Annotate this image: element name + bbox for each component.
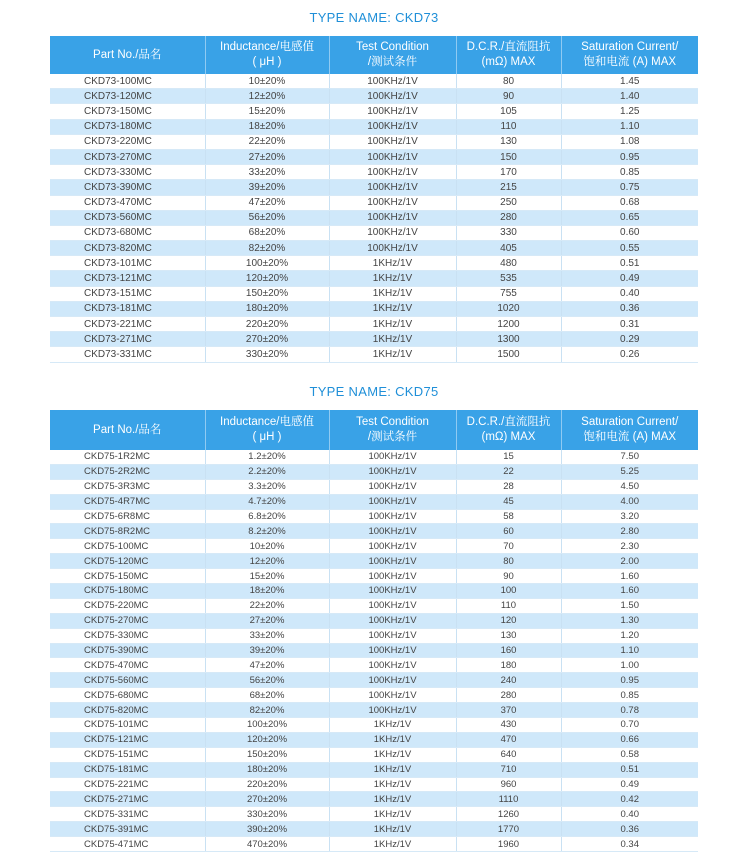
dcr-cell: 28	[456, 479, 561, 494]
saturation-current-cell: 0.51	[561, 762, 698, 777]
table-row	[50, 225, 698, 240]
inductance-cell: 10±20%	[205, 539, 329, 554]
saturation-current-cell: 0.70	[561, 718, 698, 733]
table-row	[50, 718, 698, 733]
part-no-cell: CKD75-560MC	[50, 673, 205, 688]
test-condition-cell: 100KHz/1V	[329, 628, 456, 643]
saturation-current-cell: 0.55	[561, 241, 698, 256]
saturation-current-cell: 1.08	[561, 134, 698, 149]
header-dcr: D.C.R./直流阻抗 (mΩ) MAX	[456, 410, 561, 450]
dcr-cell: 45	[456, 494, 561, 509]
inductance-cell: 120±20%	[205, 271, 329, 286]
saturation-current-cell: 0.26	[561, 347, 698, 362]
dcr-cell: 15	[456, 450, 561, 464]
test-condition-cell: 100KHz/1V	[329, 688, 456, 703]
saturation-current-cell: 0.60	[561, 225, 698, 240]
test-condition-cell: 100KHz/1V	[329, 673, 456, 688]
saturation-current-cell: 0.40	[561, 807, 698, 822]
inductance-cell: 330±20%	[205, 807, 329, 822]
part-no-cell: CKD73-331MC	[50, 347, 205, 362]
dcr-cell: 90	[456, 89, 561, 104]
ckd73-spec-table	[50, 36, 698, 363]
saturation-current-cell: 0.49	[561, 777, 698, 792]
table-row	[50, 180, 698, 195]
dcr-cell: 480	[456, 256, 561, 271]
table-row	[50, 450, 698, 464]
inductance-cell: 18±20%	[205, 584, 329, 599]
inductance-cell: 15±20%	[205, 104, 329, 119]
table-row	[50, 584, 698, 599]
part-no-cell: CKD73-121MC	[50, 271, 205, 286]
inductance-cell: 39±20%	[205, 643, 329, 658]
saturation-current-cell: 0.65	[561, 210, 698, 225]
saturation-current-cell: 0.34	[561, 837, 698, 852]
part-no-cell: CKD75-121MC	[50, 732, 205, 747]
test-condition-cell: 1KHz/1V	[329, 317, 456, 332]
table-row	[50, 104, 698, 119]
saturation-current-cell: 0.95	[561, 149, 698, 164]
table-header-row	[50, 410, 698, 450]
inductance-cell: 100±20%	[205, 256, 329, 271]
saturation-current-cell: 4.00	[561, 494, 698, 509]
table-row	[50, 598, 698, 613]
saturation-current-cell: 1.40	[561, 89, 698, 104]
dcr-cell: 1770	[456, 822, 561, 837]
saturation-current-cell: 1.60	[561, 584, 698, 599]
test-condition-cell: 100KHz/1V	[329, 598, 456, 613]
test-condition-cell: 1KHz/1V	[329, 271, 456, 286]
test-condition-cell: 100KHz/1V	[329, 104, 456, 119]
test-condition-cell: 100KHz/1V	[329, 554, 456, 569]
test-condition-cell: 100KHz/1V	[329, 89, 456, 104]
part-no-cell: CKD75-151MC	[50, 747, 205, 762]
table-row	[50, 509, 698, 524]
saturation-current-cell: 0.51	[561, 256, 698, 271]
table-row	[50, 74, 698, 89]
header-dcr: D.C.R./直流阻抗 (mΩ) MAX	[456, 36, 561, 74]
table-row	[50, 822, 698, 837]
saturation-current-cell: 0.85	[561, 688, 698, 703]
part-no-cell: CKD75-271MC	[50, 792, 205, 807]
inductance-cell: 4.7±20%	[205, 494, 329, 509]
test-condition-cell: 1KHz/1V	[329, 301, 456, 316]
saturation-current-cell: 5.25	[561, 464, 698, 479]
table-row	[50, 149, 698, 164]
saturation-current-cell: 2.30	[561, 539, 698, 554]
part-no-cell: CKD73-330MC	[50, 165, 205, 180]
inductance-cell: 180±20%	[205, 762, 329, 777]
part-no-cell: CKD75-4R7MC	[50, 494, 205, 509]
header-saturation-current: Saturation Current/ 饱和电流 (A) MAX	[561, 410, 698, 450]
dcr-cell: 1500	[456, 347, 561, 362]
dcr-cell: 755	[456, 286, 561, 301]
header-inductance: Inductance/电感值 ( μH )	[205, 36, 329, 74]
dcr-cell: 120	[456, 613, 561, 628]
table-row	[50, 479, 698, 494]
test-condition-cell: 1KHz/1V	[329, 807, 456, 822]
test-condition-cell: 100KHz/1V	[329, 165, 456, 180]
inductance-cell: 39±20%	[205, 180, 329, 195]
test-condition-cell: 1KHz/1V	[329, 792, 456, 807]
part-no-cell: CKD75-100MC	[50, 539, 205, 554]
test-condition-cell: 1KHz/1V	[329, 822, 456, 837]
table-body	[50, 450, 698, 852]
test-condition-cell: 100KHz/1V	[329, 74, 456, 89]
part-no-cell: CKD75-150MC	[50, 569, 205, 584]
header-part-no: Part No./品名	[50, 410, 205, 450]
dcr-cell: 330	[456, 225, 561, 240]
header-test-condition: Test Condition /测试条件	[329, 410, 456, 450]
dcr-cell: 80	[456, 554, 561, 569]
inductance-cell: 270±20%	[205, 332, 329, 347]
saturation-current-cell: 0.95	[561, 673, 698, 688]
dcr-cell: 470	[456, 732, 561, 747]
test-condition-cell: 1KHz/1V	[329, 347, 456, 362]
inductance-cell: 10±20%	[205, 74, 329, 89]
test-condition-cell: 100KHz/1V	[329, 180, 456, 195]
inductance-cell: 8.2±20%	[205, 524, 329, 539]
table-row	[50, 286, 698, 301]
dcr-cell: 22	[456, 464, 561, 479]
test-condition-cell: 100KHz/1V	[329, 494, 456, 509]
part-no-cell: CKD73-820MC	[50, 241, 205, 256]
saturation-current-cell: 1.25	[561, 104, 698, 119]
table-title: TYPE NAME: CKD73	[309, 10, 439, 25]
inductance-cell: 390±20%	[205, 822, 329, 837]
test-condition-cell: 100KHz/1V	[329, 584, 456, 599]
test-condition-cell: 100KHz/1V	[329, 569, 456, 584]
part-no-cell: CKD73-120MC	[50, 89, 205, 104]
test-condition-cell: 100KHz/1V	[329, 524, 456, 539]
dcr-cell: 1260	[456, 807, 561, 822]
inductance-cell: 33±20%	[205, 628, 329, 643]
part-no-cell: CKD75-2R2MC	[50, 464, 205, 479]
test-condition-cell: 100KHz/1V	[329, 703, 456, 718]
inductance-cell: 33±20%	[205, 165, 329, 180]
header-saturation-current: Saturation Current/ 饱和电流 (A) MAX	[561, 36, 698, 74]
dcr-cell: 90	[456, 569, 561, 584]
dcr-cell: 280	[456, 688, 561, 703]
part-no-cell: CKD75-680MC	[50, 688, 205, 703]
table-row	[50, 494, 698, 509]
test-condition-cell: 100KHz/1V	[329, 241, 456, 256]
test-condition-cell: 100KHz/1V	[329, 539, 456, 554]
dcr-cell: 60	[456, 524, 561, 539]
inductance-cell: 82±20%	[205, 241, 329, 256]
table-body	[50, 74, 698, 362]
test-condition-cell: 100KHz/1V	[329, 195, 456, 210]
dcr-cell: 1020	[456, 301, 561, 316]
inductance-cell: 27±20%	[205, 149, 329, 164]
test-condition-cell: 1KHz/1V	[329, 718, 456, 733]
part-no-cell: CKD75-270MC	[50, 613, 205, 628]
inductance-cell: 150±20%	[205, 286, 329, 301]
dcr-cell: 370	[456, 703, 561, 718]
dcr-cell: 170	[456, 165, 561, 180]
inductance-cell: 12±20%	[205, 89, 329, 104]
saturation-current-cell: 0.58	[561, 747, 698, 762]
inductance-cell: 180±20%	[205, 301, 329, 316]
test-condition-cell: 100KHz/1V	[329, 450, 456, 464]
inductance-cell: 47±20%	[205, 658, 329, 673]
dcr-cell: 1960	[456, 837, 561, 852]
test-condition-cell: 1KHz/1V	[329, 286, 456, 301]
saturation-current-cell: 0.36	[561, 301, 698, 316]
saturation-current-cell: 0.40	[561, 286, 698, 301]
saturation-current-cell: 3.20	[561, 509, 698, 524]
part-no-cell: CKD73-390MC	[50, 180, 205, 195]
table-row	[50, 569, 698, 584]
part-no-cell: CKD73-220MC	[50, 134, 205, 149]
test-condition-cell: 100KHz/1V	[329, 613, 456, 628]
table-row	[50, 807, 698, 822]
table-row	[50, 317, 698, 332]
part-no-cell: CKD73-180MC	[50, 119, 205, 134]
inductance-cell: 68±20%	[205, 688, 329, 703]
test-condition-cell: 100KHz/1V	[329, 464, 456, 479]
ckd75-spec-table	[50, 410, 698, 852]
dcr-cell: 640	[456, 747, 561, 762]
ckd75-section	[50, 378, 698, 852]
part-no-cell: CKD75-471MC	[50, 837, 205, 852]
test-condition-cell: 100KHz/1V	[329, 134, 456, 149]
ckd73-section	[50, 0, 698, 363]
table-title: TYPE NAME: CKD75	[309, 384, 439, 399]
saturation-current-cell: 0.49	[561, 271, 698, 286]
dcr-cell: 1110	[456, 792, 561, 807]
dcr-cell: 710	[456, 762, 561, 777]
dcr-cell: 130	[456, 134, 561, 149]
table-row	[50, 271, 698, 286]
table-row	[50, 256, 698, 271]
test-condition-cell: 1KHz/1V	[329, 256, 456, 271]
test-condition-cell: 1KHz/1V	[329, 777, 456, 792]
saturation-current-cell: 1.10	[561, 119, 698, 134]
part-no-cell: CKD75-8R2MC	[50, 524, 205, 539]
dcr-cell: 215	[456, 180, 561, 195]
saturation-current-cell: 0.36	[561, 822, 698, 837]
inductance-cell: 22±20%	[205, 598, 329, 613]
saturation-current-cell: 0.29	[561, 332, 698, 347]
test-condition-cell: 1KHz/1V	[329, 732, 456, 747]
inductance-cell: 270±20%	[205, 792, 329, 807]
saturation-current-cell: 4.50	[561, 479, 698, 494]
table-row	[50, 464, 698, 479]
header-inductance: Inductance/电感值 ( μH )	[205, 410, 329, 450]
inductance-cell: 470±20%	[205, 837, 329, 852]
table-row	[50, 703, 698, 718]
inductance-cell: 120±20%	[205, 732, 329, 747]
part-no-cell: CKD73-560MC	[50, 210, 205, 225]
dcr-cell: 430	[456, 718, 561, 733]
dcr-cell: 405	[456, 241, 561, 256]
saturation-current-cell: 1.30	[561, 613, 698, 628]
table-row	[50, 210, 698, 225]
part-no-cell: CKD75-180MC	[50, 584, 205, 599]
test-condition-cell: 100KHz/1V	[329, 643, 456, 658]
inductance-cell: 100±20%	[205, 718, 329, 733]
inductance-cell: 56±20%	[205, 210, 329, 225]
dcr-cell: 110	[456, 119, 561, 134]
inductance-cell: 22±20%	[205, 134, 329, 149]
table-row	[50, 524, 698, 539]
saturation-current-cell: 0.66	[561, 732, 698, 747]
part-no-cell: CKD75-390MC	[50, 643, 205, 658]
inductance-cell: 56±20%	[205, 673, 329, 688]
dcr-cell: 150	[456, 149, 561, 164]
part-no-cell: CKD75-3R3MC	[50, 479, 205, 494]
saturation-current-cell: 0.75	[561, 180, 698, 195]
dcr-cell: 110	[456, 598, 561, 613]
inductance-cell: 150±20%	[205, 747, 329, 762]
part-no-cell: CKD75-391MC	[50, 822, 205, 837]
test-condition-cell: 100KHz/1V	[329, 225, 456, 240]
inductance-cell: 27±20%	[205, 613, 329, 628]
test-condition-cell: 100KHz/1V	[329, 210, 456, 225]
table-row	[50, 732, 698, 747]
inductance-cell: 82±20%	[205, 703, 329, 718]
test-condition-cell: 100KHz/1V	[329, 119, 456, 134]
part-no-cell: CKD75-1R2MC	[50, 450, 205, 464]
dcr-cell: 1300	[456, 332, 561, 347]
table-row	[50, 777, 698, 792]
part-no-cell: CKD75-470MC	[50, 658, 205, 673]
dcr-cell: 58	[456, 509, 561, 524]
table-row	[50, 301, 698, 316]
dcr-cell: 70	[456, 539, 561, 554]
header-test-condition: Test Condition /测试条件	[329, 36, 456, 74]
test-condition-cell: 100KHz/1V	[329, 479, 456, 494]
part-no-cell: CKD73-680MC	[50, 225, 205, 240]
dcr-cell: 105	[456, 104, 561, 119]
part-no-cell: CKD73-150MC	[50, 104, 205, 119]
test-condition-cell: 100KHz/1V	[329, 149, 456, 164]
saturation-current-cell: 0.78	[561, 703, 698, 718]
test-condition-cell: 1KHz/1V	[329, 837, 456, 852]
test-condition-cell: 1KHz/1V	[329, 747, 456, 762]
inductance-cell: 18±20%	[205, 119, 329, 134]
table-row	[50, 762, 698, 777]
dcr-cell: 280	[456, 210, 561, 225]
saturation-current-cell: 2.00	[561, 554, 698, 569]
inductance-cell: 47±20%	[205, 195, 329, 210]
inductance-cell: 15±20%	[205, 569, 329, 584]
inductance-cell: 3.3±20%	[205, 479, 329, 494]
saturation-current-cell: 0.85	[561, 165, 698, 180]
part-no-cell: CKD75-820MC	[50, 703, 205, 718]
test-condition-cell: 100KHz/1V	[329, 509, 456, 524]
part-no-cell: CKD73-270MC	[50, 149, 205, 164]
saturation-current-cell: 0.68	[561, 195, 698, 210]
part-no-cell: CKD73-181MC	[50, 301, 205, 316]
table-row	[50, 554, 698, 569]
part-no-cell: CKD75-101MC	[50, 718, 205, 733]
dcr-cell: 250	[456, 195, 561, 210]
part-no-cell: CKD75-6R8MC	[50, 509, 205, 524]
saturation-current-cell: 7.50	[561, 450, 698, 464]
table-row	[50, 347, 698, 362]
part-no-cell: CKD75-181MC	[50, 762, 205, 777]
saturation-current-cell: 1.10	[561, 643, 698, 658]
table-row	[50, 539, 698, 554]
table-row	[50, 613, 698, 628]
inductance-cell: 330±20%	[205, 347, 329, 362]
dcr-cell: 960	[456, 777, 561, 792]
table-row	[50, 837, 698, 852]
saturation-current-cell: 1.60	[561, 569, 698, 584]
dcr-cell: 180	[456, 658, 561, 673]
table-row	[50, 119, 698, 134]
table-row	[50, 643, 698, 658]
inductance-cell: 2.2±20%	[205, 464, 329, 479]
saturation-current-cell: 1.20	[561, 628, 698, 643]
part-no-cell: CKD75-120MC	[50, 554, 205, 569]
test-condition-cell: 1KHz/1V	[329, 762, 456, 777]
part-no-cell: CKD73-470MC	[50, 195, 205, 210]
saturation-current-cell: 1.00	[561, 658, 698, 673]
part-no-cell: CKD73-221MC	[50, 317, 205, 332]
part-no-cell: CKD75-221MC	[50, 777, 205, 792]
table-row	[50, 89, 698, 104]
inductance-cell: 1.2±20%	[205, 450, 329, 464]
dcr-cell: 130	[456, 628, 561, 643]
inductance-cell: 12±20%	[205, 554, 329, 569]
dcr-cell: 240	[456, 673, 561, 688]
part-no-cell: CKD73-101MC	[50, 256, 205, 271]
part-no-cell: CKD73-100MC	[50, 74, 205, 89]
saturation-current-cell: 1.45	[561, 74, 698, 89]
dcr-cell: 160	[456, 643, 561, 658]
inductance-cell: 6.8±20%	[205, 509, 329, 524]
saturation-current-cell: 1.50	[561, 598, 698, 613]
dcr-cell: 535	[456, 271, 561, 286]
table-row	[50, 792, 698, 807]
table-row	[50, 241, 698, 256]
table-row	[50, 673, 698, 688]
saturation-current-cell: 2.80	[561, 524, 698, 539]
dcr-cell: 1200	[456, 317, 561, 332]
table-row	[50, 747, 698, 762]
table-row	[50, 658, 698, 673]
header-part-no: Part No./品名	[50, 36, 205, 74]
part-no-cell: CKD75-331MC	[50, 807, 205, 822]
part-no-cell: CKD75-330MC	[50, 628, 205, 643]
table-row	[50, 134, 698, 149]
table-header-row	[50, 36, 698, 74]
inductance-cell: 220±20%	[205, 317, 329, 332]
test-condition-cell: 100KHz/1V	[329, 658, 456, 673]
part-no-cell: CKD75-220MC	[50, 598, 205, 613]
dcr-cell: 100	[456, 584, 561, 599]
table-row	[50, 332, 698, 347]
table-row	[50, 688, 698, 703]
table-row	[50, 628, 698, 643]
dcr-cell: 80	[456, 74, 561, 89]
saturation-current-cell: 0.42	[561, 792, 698, 807]
part-no-cell: CKD73-151MC	[50, 286, 205, 301]
table-row	[50, 165, 698, 180]
table-row	[50, 195, 698, 210]
inductance-cell: 68±20%	[205, 225, 329, 240]
saturation-current-cell: 0.31	[561, 317, 698, 332]
inductance-cell: 220±20%	[205, 777, 329, 792]
part-no-cell: CKD73-271MC	[50, 332, 205, 347]
test-condition-cell: 1KHz/1V	[329, 332, 456, 347]
